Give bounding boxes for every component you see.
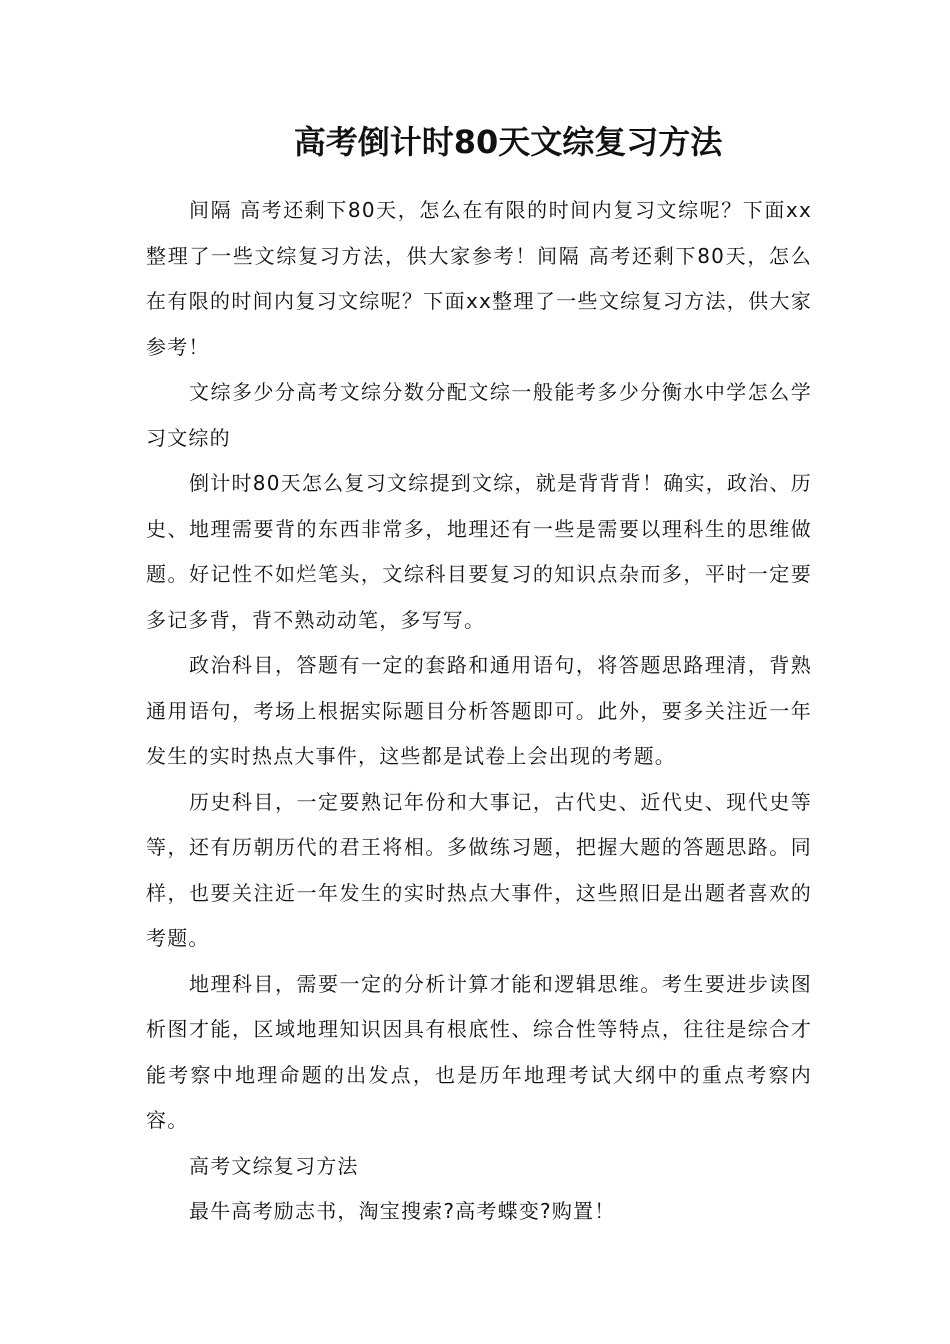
document-title: 高考倒计时80天文综复习方法: [293, 123, 723, 161]
paragraph-countdown-method: 倒计时80天怎么复习文综提到文综，就是背背背！确实，政治、历史、地理需要背的东西非常多，地理还有一些是需要以理科生的思维做题。好记性不如烂笔头，文综科目要复习的知识点杂而多，平时一定要多记多背，背不熟动动笔，多写写。: [146, 471, 812, 632]
paragraph-geography: 地理科目，需要一定的分析计算才能和逻辑思维。考生要进步读图析图才能，区域地理知识因具有根底性、综合性等特点，往往是综合才能考察中地理命题的出发点，也是历年地理考试大纲中的重点考察内容。: [146, 971, 812, 1132]
document-body: [146, 188, 812, 1235]
paragraph-subheading: 高考文综复习方法: [189, 1153, 359, 1178]
paragraph-intro: 间隔 高考还剩下80天，怎么在有限的时间内复习文综呢？下面xx整理了一些文综复习方法，供大家参考！间隔 高考还剩下80天，怎么在有限的时间内复习文综呢？下面xx整理了一些文综复习方法，供大家参考！: [146, 198, 812, 359]
paragraph-history: 历史科目，一定要熟记年份和大事记，古代史、近代史、现代史等等，还有历朝历代的君王将相。多做练习题，把握大题的答题思路。同样，也要关注近一年发生的实时热点大事件，这些照旧是出题者喜欢的考题。: [146, 789, 812, 950]
paragraph-promo: 最牛高考励志书，淘宝搜索?高考蝶变?购置！: [189, 1199, 616, 1223]
paragraph-keywords: 文综多少分高考文综分数分配文综一般能考多少分衡水中学怎么学习文综的: [146, 380, 812, 450]
paragraph-politics: 政治科目，答题有一定的套路和通用语句，将答题思路理清，背熟通用语句，考场上根据实际题目分析答题即可。此外，要多关注近一年发生的实时热点大事件，这些都是试卷上会出现的考题。: [146, 653, 812, 768]
